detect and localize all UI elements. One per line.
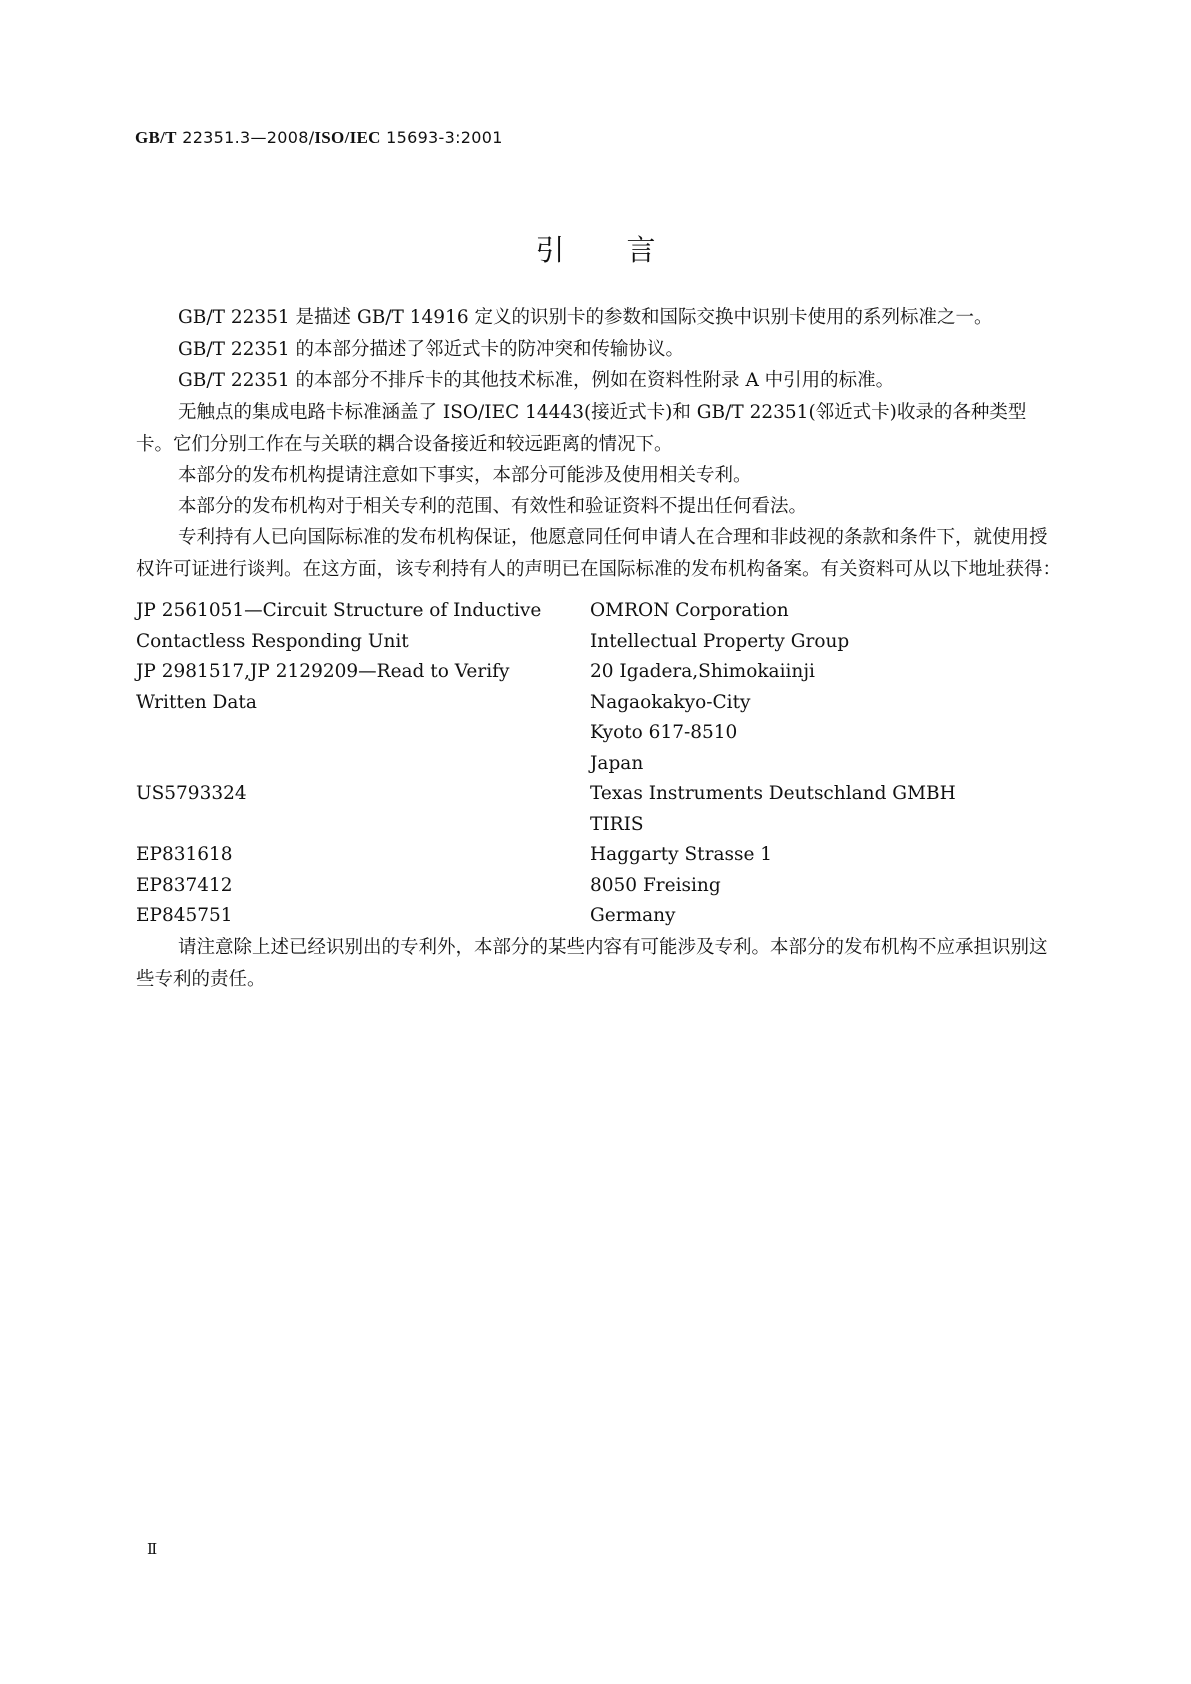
patent-row [136, 748, 1062, 780]
paragraph-text: 专利持有人已向国际标准的发布机构保证，他愿意同任何申请人在合理和非歧视的条款和条件下，就使用授权许可证进行谈判。在这方面，该专利持有人的声明已在国际标准的发布机构备案。有关资料可从以下地址获得： [136, 527, 1062, 580]
patent-holder-address: Nagaokakyo-City [590, 692, 751, 713]
patent-number: EP845751 [136, 905, 233, 926]
patent-row [136, 656, 1062, 688]
closing-text: 请注意除上述已经识别出的专利外，本部分的某些内容有可能涉及专利。本部分的发布机构不应承担识别这些专利的责任。 [136, 937, 1048, 990]
patent-holder-address: Haggarty Strasse 1 [590, 844, 773, 865]
paragraph-text: GB/T 22351 是描述 GB/T 14916 定义的识别卡的参数和国际交换中识别卡使用的系列标准之一。 [178, 307, 993, 328]
patent-number: JP 2561051—Circuit Structure of Inductive [136, 600, 542, 621]
paragraph [136, 302, 1062, 334]
paragraph [136, 397, 1062, 460]
patent-row [136, 595, 1062, 627]
paragraph [136, 491, 1062, 523]
patent-holder-address: Intellectual Property Group [590, 631, 850, 652]
paragraph-text: 本部分的发布机构提请注意如下事实，本部分可能涉及使用相关专利。 [178, 465, 752, 486]
patent-holder-address: Germany [590, 905, 676, 926]
page-title: 引言 [535, 233, 718, 267]
header-std-number: 22351.3—2008/ [176, 128, 315, 147]
patent-holder-address: Kyoto 617-8510 [590, 722, 738, 743]
patent-number: EP831618 [136, 844, 233, 865]
patent-row [136, 809, 1062, 841]
header-iso-code: ISO/IEC [314, 128, 381, 147]
paragraph [136, 522, 1062, 585]
paragraph-text: GB/T 22351 的本部分不排斥卡的其他技术标准，例如在资料性附录 A 中引用的标准。 [178, 370, 895, 391]
patent-holder-address: 20 Igadera,Shimokaiinji [590, 661, 815, 682]
patent-number: Written Data [136, 692, 257, 713]
patent-row [136, 900, 1062, 932]
closing-paragraph [136, 932, 1062, 995]
patent-number: US5793324 [136, 783, 247, 804]
paragraph-text: 无触点的集成电路卡标准涵盖了 ISO/IEC 14443(接近式卡)和 GB/T 22351(邻近式卡)收录的各种类型卡。它们分别工作在与关联的耦合设备接近和较远距离的情况下。 [136, 402, 1027, 455]
patent-row [136, 687, 1062, 719]
patent-number: EP837412 [136, 875, 233, 896]
patent-number: Contactless Responding Unit [136, 631, 409, 652]
patent-holder-address: 8050 Freising [590, 875, 721, 896]
patent-holder-address: OMRON Corporation [590, 600, 789, 621]
patent-holder-address: TIRIS [590, 814, 644, 835]
patent-row [136, 778, 1062, 810]
page-number: Ⅱ [147, 1540, 158, 1558]
paragraph [136, 460, 1062, 492]
paragraph [136, 334, 1062, 366]
patent-holder-address: Texas Instruments Deutschland GMBH [590, 783, 956, 804]
paragraph [136, 365, 1062, 397]
paragraph-text: 本部分的发布机构对于相关专利的范围、有效性和验证资料不提出任何看法。 [178, 496, 808, 517]
paragraph-text: GB/T 22351 的本部分描述了邻近式卡的防冲突和传输协议。 [178, 339, 685, 360]
patent-row [136, 717, 1062, 749]
patent-row [136, 870, 1062, 902]
patent-row [136, 839, 1062, 871]
header-std-code: GB/T [135, 128, 177, 147]
patent-holder-address: Japan [590, 753, 644, 774]
header-iso-number: 15693-3:2001 [380, 128, 503, 147]
patent-row [136, 626, 1062, 658]
document-header [135, 128, 503, 148]
patent-number: JP 2981517,JP 2129209—Read to Verify [136, 661, 510, 682]
